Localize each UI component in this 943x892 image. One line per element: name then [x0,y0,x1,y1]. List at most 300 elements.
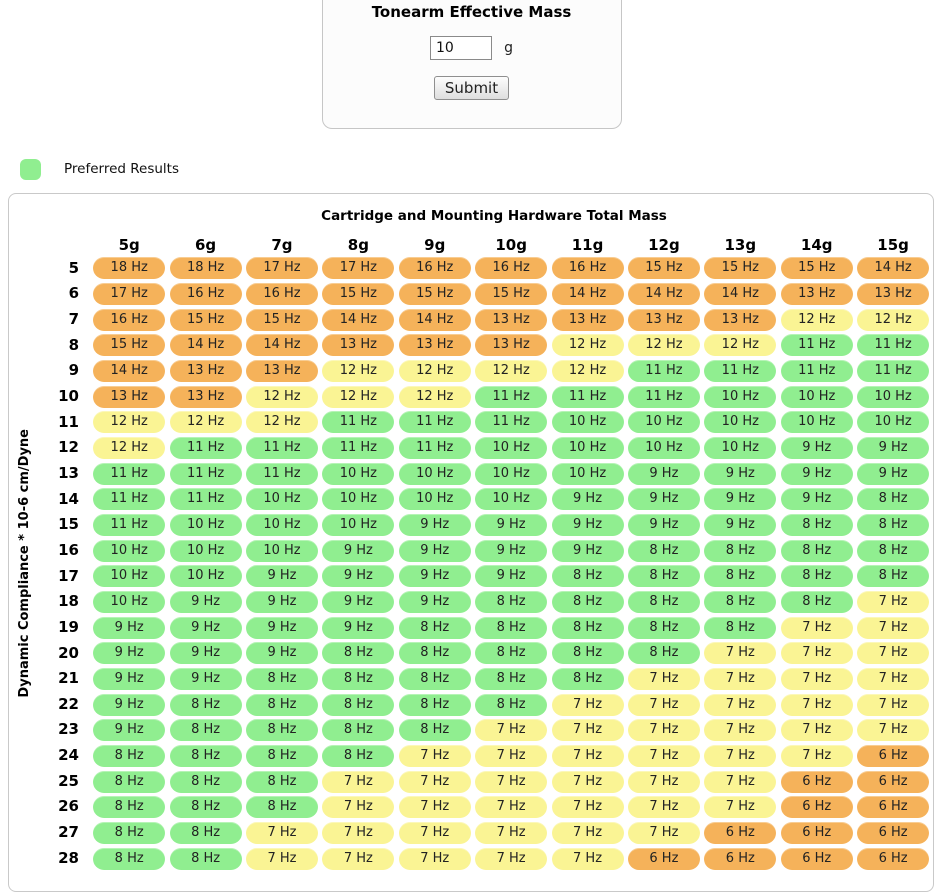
frequency-cell: 10 Hz [552,437,624,459]
row-header: 17 [58,566,79,585]
cell-wrap [855,769,931,795]
frequency-cell: 7 Hz [704,771,776,793]
cell-wrap [626,281,702,307]
cell-wrap [167,564,243,590]
cell-wrap [167,384,243,410]
column-header: 14g [800,236,833,254]
frequency-cell: 7 Hz [704,668,776,690]
cell-wrap [397,512,473,538]
cell-wrap [244,384,320,410]
frequency-cell: 6 Hz [704,848,776,870]
cell-wrap [244,615,320,641]
frequency-cell: 15 Hz [322,283,394,305]
cell-wrap [167,641,243,667]
cell-wrap [702,512,778,538]
frequency-cell: 8 Hz [246,668,318,690]
resonance-chart-panel [8,193,934,892]
frequency-cell: 15 Hz [399,283,471,305]
cell-wrap [244,743,320,769]
frequency-cell: 11 Hz [399,411,471,433]
frequency-cell: 10 Hz [246,540,318,562]
cell-wrap [320,666,396,692]
cell-wrap [167,435,243,461]
cell-wrap [626,743,702,769]
cell-wrap [855,794,931,820]
frequency-cell: 7 Hz [857,719,929,741]
frequency-cell: 10 Hz [704,411,776,433]
frequency-cell: 7 Hz [475,745,547,767]
frequency-cell: 7 Hz [628,771,700,793]
frequency-cell: 11 Hz [322,437,394,459]
cell-wrap [626,564,702,590]
cell-wrap [473,717,549,743]
cell-wrap [244,487,320,513]
cell-wrap [244,281,320,307]
cell-wrap [167,512,243,538]
frequency-cell: 7 Hz [322,822,394,844]
cell-wrap [855,717,931,743]
frequency-cell: 8 Hz [246,719,318,741]
frequency-cell: 15 Hz [628,257,700,279]
frequency-cell: 9 Hz [93,642,165,664]
frequency-cell: 9 Hz [857,463,929,485]
cell-wrap [626,666,702,692]
cell-wrap [473,358,549,384]
cell-wrap [702,410,778,436]
cell-wrap [626,794,702,820]
frequency-cell: 9 Hz [704,514,776,536]
cell-wrap [167,333,243,359]
frequency-cell: 7 Hz [552,822,624,844]
cell-wrap [473,641,549,667]
cell-wrap [473,769,549,795]
cell-wrap [855,435,931,461]
cell-wrap [549,769,625,795]
cell-wrap [167,281,243,307]
cell-wrap [320,615,396,641]
cell-wrap [91,564,167,590]
cell-wrap [91,410,167,436]
frequency-cell: 9 Hz [93,668,165,690]
frequency-cell: 7 Hz [781,745,853,767]
frequency-cell: 10 Hz [475,488,547,510]
cell-wrap [626,512,702,538]
cell-wrap [626,384,702,410]
frequency-cell: 8 Hz [475,617,547,639]
frequency-cell: 13 Hz [781,283,853,305]
cell-wrap [91,333,167,359]
cell-wrap [244,307,320,333]
frequency-cell: 7 Hz [552,745,624,767]
cell-wrap [549,692,625,718]
frequency-cell: 9 Hz [628,463,700,485]
frequency-cell: 7 Hz [475,719,547,741]
frequency-cell: 14 Hz [170,334,242,356]
frequency-cell: 6 Hz [781,796,853,818]
frequency-cell: 8 Hz [399,642,471,664]
frequency-cell: 8 Hz [704,540,776,562]
frequency-cell: 7 Hz [628,668,700,690]
cell-wrap [244,692,320,718]
cell-wrap [473,564,549,590]
frequency-cell: 7 Hz [781,694,853,716]
cell-wrap [855,333,931,359]
frequency-cell: 8 Hz [781,514,853,536]
cell-wrap [779,692,855,718]
cell-wrap [626,589,702,615]
cell-wrap [91,384,167,410]
frequency-cell: 9 Hz [322,540,394,562]
cell-wrap [167,692,243,718]
preferred-results-label: Preferred Results [64,161,180,177]
cell-wrap [549,358,625,384]
frequency-cell: 9 Hz [246,591,318,613]
cell-wrap [779,615,855,641]
frequency-cell: 7 Hz [475,796,547,818]
cell-wrap [549,794,625,820]
cell-wrap [320,641,396,667]
row-header: 20 [58,643,79,662]
cell-wrap [702,794,778,820]
frequency-cell: 8 Hz [475,591,547,613]
submit-button[interactable]: Submit [434,76,509,100]
frequency-cell: 9 Hz [399,540,471,562]
frequency-cell: 13 Hz [628,309,700,331]
cell-wrap [397,589,473,615]
cell-wrap [702,717,778,743]
frequency-cell: 7 Hz [475,848,547,870]
frequency-cell: 9 Hz [246,642,318,664]
row-header: 23 [58,720,79,739]
tonearm-mass-input[interactable] [430,36,492,60]
cell-wrap [855,512,931,538]
frequency-cell: 11 Hz [170,463,242,485]
cell-wrap [473,256,549,282]
cell-wrap [244,410,320,436]
cell-wrap [397,410,473,436]
cell-wrap [702,743,778,769]
frequency-cell: 6 Hz [704,822,776,844]
cell-wrap [626,435,702,461]
frequency-cell: 9 Hz [781,463,853,485]
cell-wrap [549,615,625,641]
cell-wrap [397,564,473,590]
cell-wrap [91,794,167,820]
frequency-cell: 11 Hz [93,514,165,536]
cell-wrap [702,384,778,410]
frequency-cell: 8 Hz [322,668,394,690]
frequency-cell: 12 Hz [170,411,242,433]
frequency-cell: 9 Hz [475,565,547,587]
frequency-cell: 10 Hz [322,488,394,510]
cell-wrap [473,692,549,718]
row-header: 28 [58,848,79,867]
cell-wrap [320,256,396,282]
frequency-cell: 6 Hz [857,745,929,767]
cell-wrap [549,435,625,461]
cell-wrap [855,256,931,282]
frequency-cell: 7 Hz [628,719,700,741]
column-header: 15g [877,236,909,254]
cell-wrap [779,435,855,461]
frequency-cell: 13 Hz [322,334,394,356]
mass-input-row [323,36,621,60]
cell-wrap [91,692,167,718]
frequency-cell: 15 Hz [781,257,853,279]
frequency-cell: 9 Hz [246,565,318,587]
frequency-cell: 6 Hz [857,822,929,844]
cell-wrap [244,358,320,384]
frequency-cell: 11 Hz [552,386,624,408]
frequency-cell: 16 Hz [399,257,471,279]
cell-wrap [397,435,473,461]
frequency-cell: 8 Hz [475,694,547,716]
cell-wrap [779,256,855,282]
cell-wrap [167,615,243,641]
frequency-cell: 12 Hz [475,360,547,382]
column-header: 9g [424,236,446,254]
tonearm-mass-form [322,0,622,129]
cell-wrap [473,333,549,359]
cell-wrap [244,435,320,461]
frequency-cell: 14 Hz [399,309,471,331]
cell-wrap [397,538,473,564]
cell-wrap [167,820,243,846]
cell-wrap [397,743,473,769]
cell-wrap [244,769,320,795]
cell-wrap [779,461,855,487]
form-title: Tonearm Effective Mass [371,3,572,21]
cell-wrap [855,461,931,487]
cell-wrap [320,512,396,538]
cell-wrap [855,307,931,333]
cell-wrap [167,256,243,282]
frequency-cell: 11 Hz [399,437,471,459]
frequency-cell: 13 Hz [475,334,547,356]
cell-wrap [397,641,473,667]
cell-wrap [702,538,778,564]
column-header: 13g [724,236,757,254]
frequency-cell: 7 Hz [399,822,471,844]
frequency-cell: 10 Hz [628,437,700,459]
cell-wrap [244,666,320,692]
cell-wrap [779,589,855,615]
cell-wrap [702,461,778,487]
frequency-cell: 9 Hz [170,617,242,639]
cell-wrap [779,666,855,692]
cell-wrap [855,666,931,692]
frequency-cell: 10 Hz [246,488,318,510]
cell-wrap [91,666,167,692]
column-header: 8g [347,236,369,254]
frequency-cell: 6 Hz [781,771,853,793]
cell-wrap [626,358,702,384]
cell-wrap [779,820,855,846]
cell-wrap [320,333,396,359]
cell-wrap [626,717,702,743]
cell-wrap [702,641,778,667]
cell-wrap [779,512,855,538]
row-header: 11 [58,412,79,431]
frequency-cell: 9 Hz [704,463,776,485]
cell-wrap [779,743,855,769]
frequency-cell: 12 Hz [399,386,471,408]
cell-wrap [779,769,855,795]
row-header: 6 [68,284,79,303]
frequency-cell: 11 Hz [628,386,700,408]
cell-wrap [397,487,473,513]
frequency-cell: 8 Hz [704,591,776,613]
frequency-cell: 10 Hz [93,591,165,613]
frequency-cell: 10 Hz [170,540,242,562]
frequency-cell: 8 Hz [781,591,853,613]
cell-wrap [91,256,167,282]
cell-wrap [626,641,702,667]
cell-wrap [167,794,243,820]
cell-wrap [244,641,320,667]
frequency-cell: 8 Hz [399,719,471,741]
cell-wrap [320,692,396,718]
frequency-cell: 15 Hz [170,309,242,331]
frequency-cell: 7 Hz [322,771,394,793]
cell-wrap [855,692,931,718]
row-header: 14 [58,489,79,508]
frequency-cell: 17 Hz [93,283,165,305]
frequency-cell: 7 Hz [628,822,700,844]
frequency-cell: 9 Hz [475,540,547,562]
cell-wrap [91,769,167,795]
cell-wrap [244,461,320,487]
frequency-cell: 6 Hz [781,822,853,844]
cell-wrap [702,589,778,615]
row-header: 16 [58,540,79,559]
frequency-cell: 12 Hz [552,334,624,356]
row-header: 18 [58,592,79,611]
row-header: 21 [58,669,79,688]
frequency-cell: 12 Hz [552,360,624,382]
frequency-cell: 13 Hz [552,309,624,331]
frequency-cell: 8 Hz [246,745,318,767]
frequency-cell: 12 Hz [93,411,165,433]
cell-wrap [779,641,855,667]
frequency-cell: 14 Hz [628,283,700,305]
frequency-cell: 9 Hz [781,488,853,510]
column-header: 11g [571,236,604,254]
frequency-cell: 8 Hz [170,796,242,818]
cell-wrap [549,564,625,590]
cell-wrap [397,717,473,743]
frequency-cell: 10 Hz [322,463,394,485]
cell-wrap [397,358,473,384]
frequency-cell: 8 Hz [552,642,624,664]
frequency-cell: 7 Hz [704,642,776,664]
frequency-cell: 7 Hz [704,796,776,818]
cell-wrap [244,820,320,846]
cell-wrap [167,487,243,513]
frequency-cell: 11 Hz [781,360,853,382]
row-header: 27 [58,823,79,842]
cell-wrap [549,743,625,769]
cell-wrap [167,410,243,436]
frequency-cell: 8 Hz [857,514,929,536]
frequency-cell: 11 Hz [246,463,318,485]
cell-wrap [779,384,855,410]
cell-wrap [320,794,396,820]
frequency-cell: 16 Hz [170,283,242,305]
cell-wrap [91,538,167,564]
frequency-cell: 8 Hz [170,848,242,870]
column-header: 6g [194,236,217,254]
frequency-cell: 8 Hz [170,719,242,741]
frequency-cell: 7 Hz [857,617,929,639]
cell-wrap [626,333,702,359]
frequency-cell: 8 Hz [93,745,165,767]
frequency-cell: 7 Hz [552,771,624,793]
cell-wrap [626,769,702,795]
cell-wrap [91,717,167,743]
frequency-cell: 9 Hz [475,514,547,536]
frequency-cell: 14 Hz [704,283,776,305]
row-header: 7 [68,309,79,328]
frequency-cell: 9 Hz [399,565,471,587]
cell-wrap [473,794,549,820]
frequency-cell: 15 Hz [475,283,547,305]
cell-wrap [473,820,549,846]
frequency-cell: 7 Hz [704,719,776,741]
frequency-cell: 10 Hz [857,386,929,408]
cell-wrap [397,692,473,718]
cell-wrap [91,358,167,384]
frequency-cell: 7 Hz [552,848,624,870]
cell-wrap [320,743,396,769]
frequency-cell: 8 Hz [857,540,929,562]
cell-wrap [473,435,549,461]
cell-wrap [397,794,473,820]
frequency-cell: 12 Hz [399,360,471,382]
frequency-cell: 7 Hz [857,591,929,613]
frequency-cell: 8 Hz [170,694,242,716]
cell-wrap [779,410,855,436]
row-header: 26 [58,797,79,816]
frequency-cell: 8 Hz [170,745,242,767]
frequency-cell: 11 Hz [857,360,929,382]
cell-wrap [779,281,855,307]
cell-wrap [855,487,931,513]
frequency-cell: 7 Hz [628,796,700,818]
frequency-cell: 8 Hz [704,565,776,587]
column-header: 5g [118,236,140,254]
row-header: 5 [68,258,79,277]
column-header: 7g [271,236,293,254]
frequency-cell: 18 Hz [93,257,165,279]
cell-wrap [320,487,396,513]
frequency-cell: 8 Hz [399,617,471,639]
cell-wrap [320,307,396,333]
cell-wrap [855,538,931,564]
frequency-cell: 8 Hz [246,694,318,716]
cell-wrap [855,564,931,590]
cell-wrap [549,641,625,667]
cell-wrap [91,615,167,641]
cell-wrap [702,769,778,795]
frequency-cell: 16 Hz [475,257,547,279]
frequency-cell: 12 Hz [704,334,776,356]
frequency-cell: 10 Hz [399,488,471,510]
frequency-cell: 13 Hz [170,360,242,382]
cell-wrap [702,435,778,461]
cell-wrap [855,384,931,410]
cell-wrap [626,692,702,718]
